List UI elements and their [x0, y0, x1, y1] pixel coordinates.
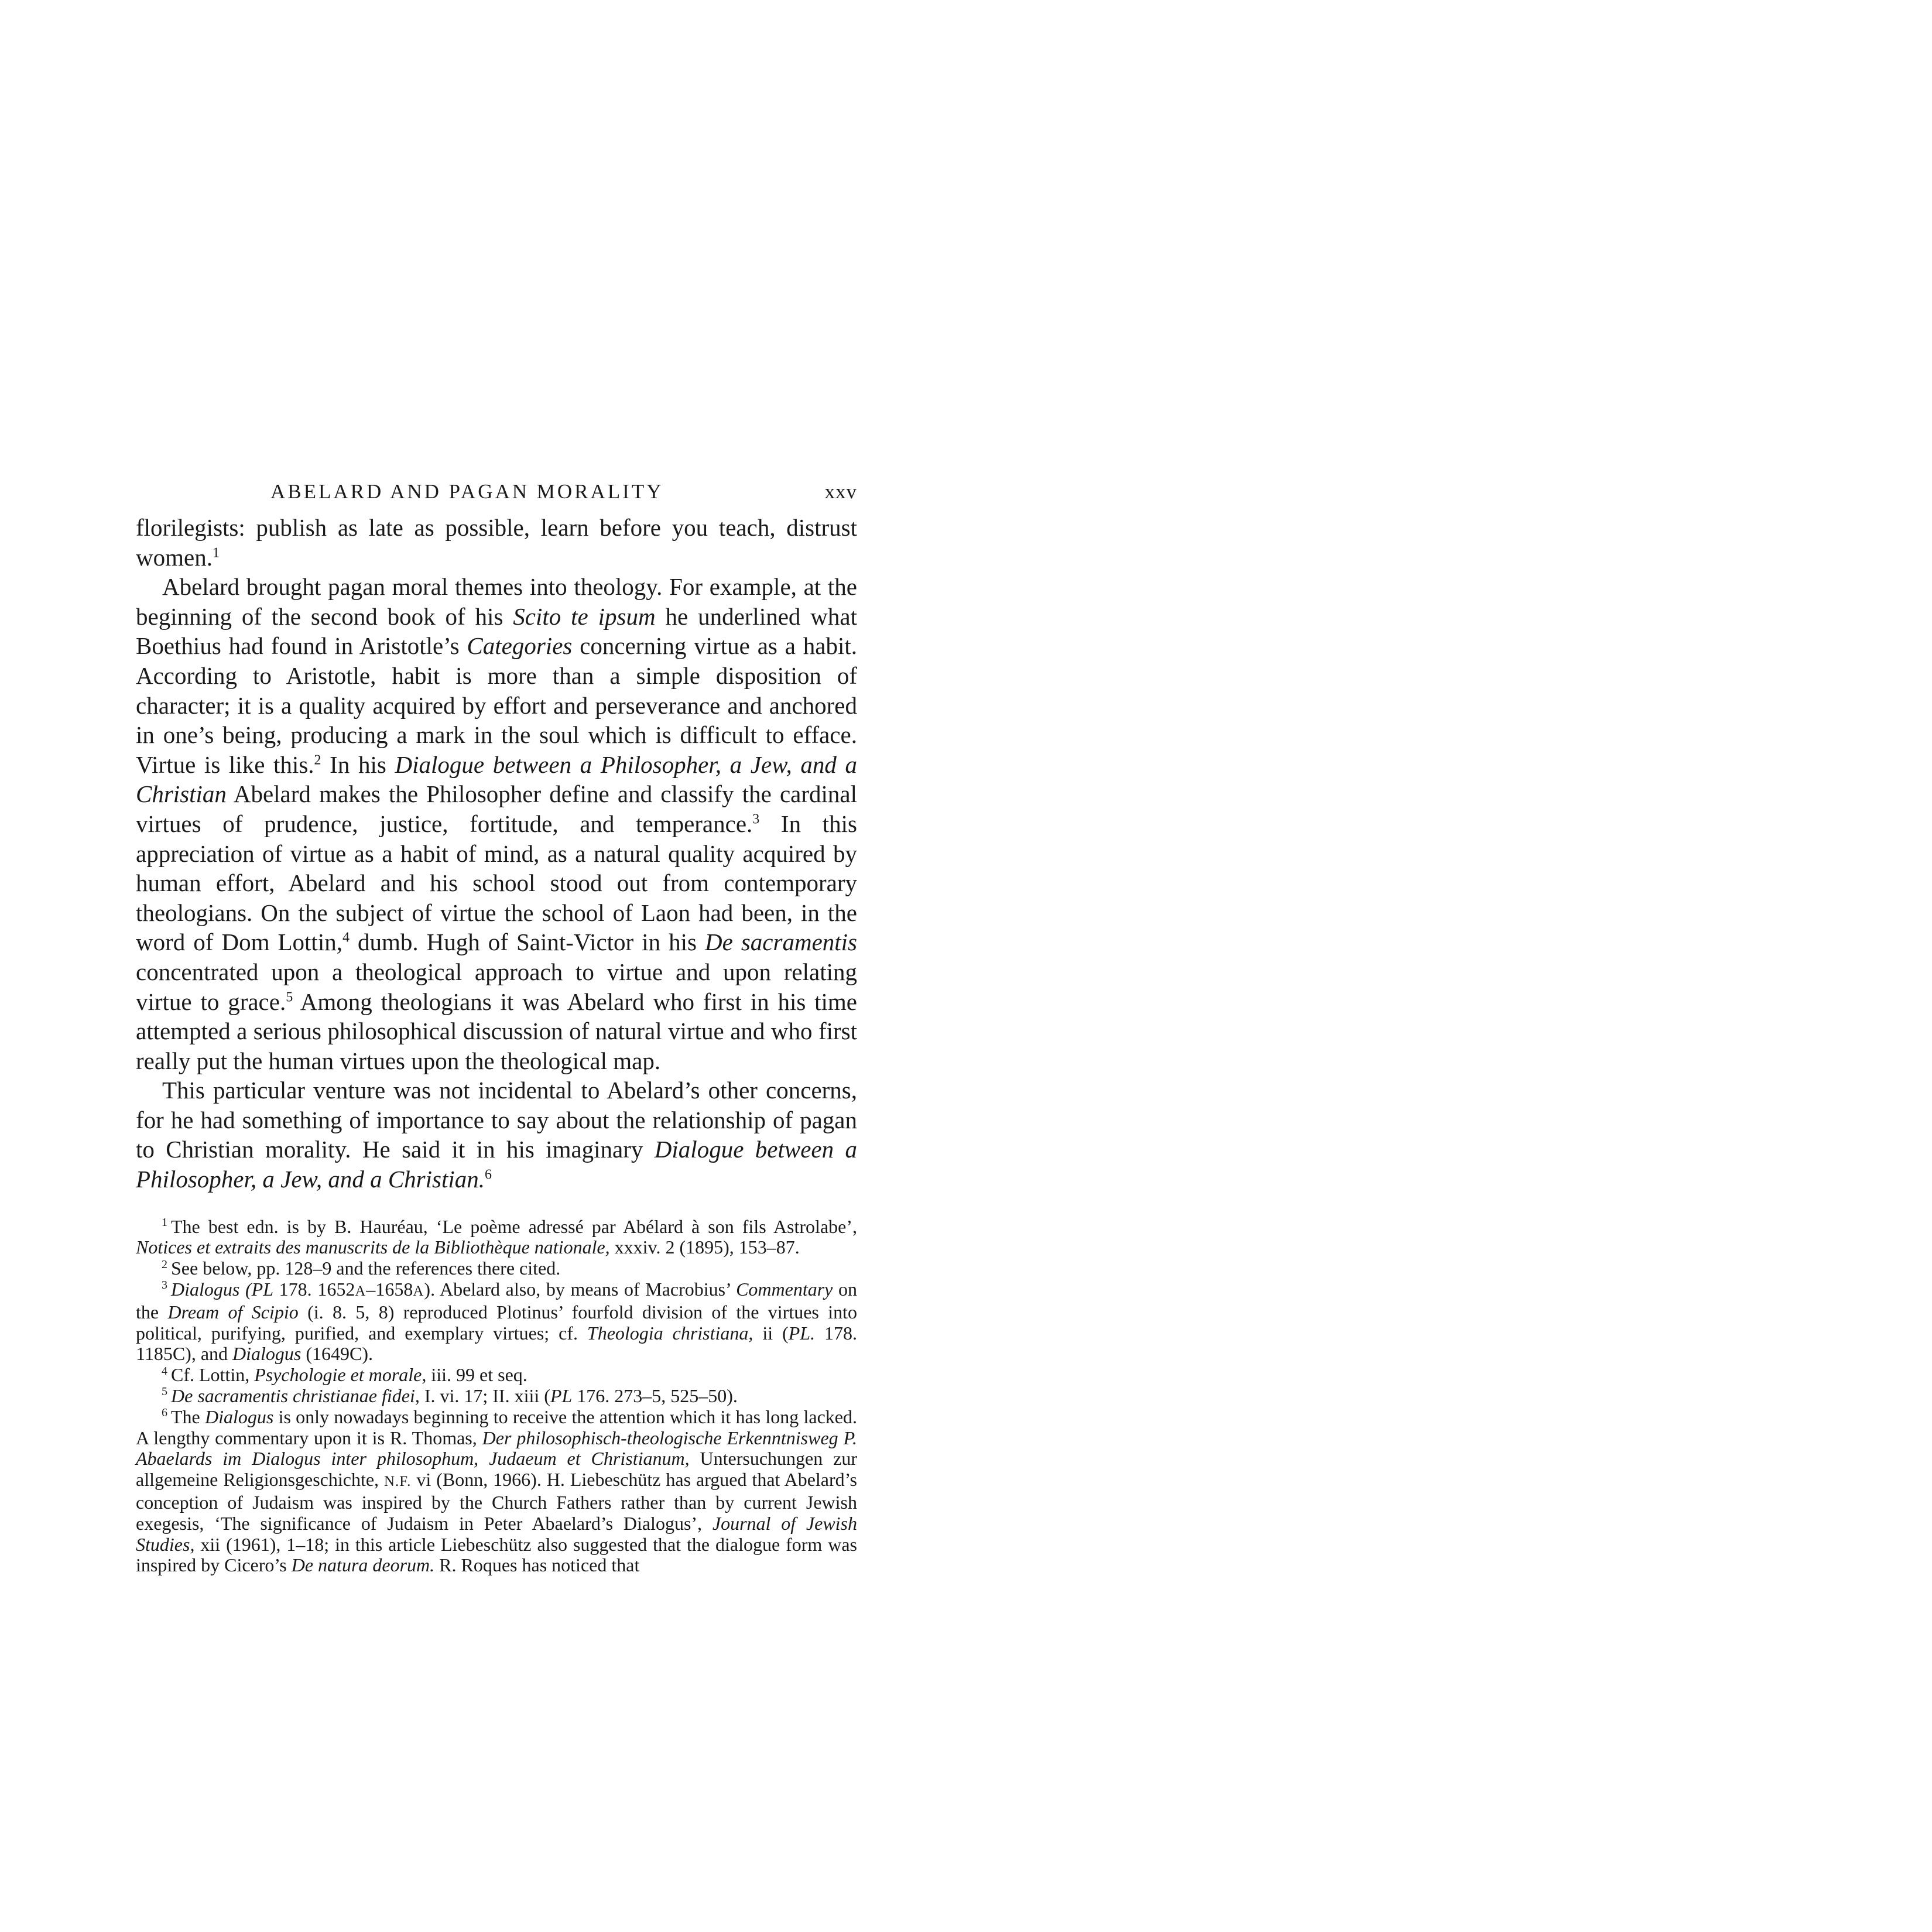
footnote-3 — [136, 1279, 857, 1365]
footnote-ref-4: 4 — [342, 930, 350, 946]
book-page — [136, 480, 857, 1576]
text-run: The — [171, 1406, 205, 1427]
paragraph-2 — [136, 572, 857, 1075]
text-run: xxxiv. 2 (1895), 153–87. — [609, 1236, 800, 1258]
text-run: –1658 — [366, 1279, 413, 1300]
text-run: (1649C). — [301, 1343, 374, 1365]
text-run: Among theologians it was Abelard who first in his time attempted a serious philosophical discussion of natural virtue and who first really put the human virtues upon the theological map. — [136, 988, 857, 1074]
small-caps: A — [413, 1283, 424, 1300]
text-run: I. vi. 17; II. xiii ( — [419, 1385, 550, 1407]
text-run: concentrated upon a theological approach to virtue and upon relating virtue to grace. — [136, 958, 857, 1015]
footnote-ref-3: 3 — [752, 811, 760, 827]
page-number: xxv — [824, 480, 857, 503]
footnote-ref-1: 1 — [212, 544, 220, 560]
work-title: De sacramentis — [705, 929, 858, 956]
text-run: Abelard makes the Philosopher define and classify the cardinal virtues of prudence, justice, fortitude, and temperance. — [136, 780, 857, 837]
text-run: R. Roques has noticed that — [434, 1554, 640, 1576]
paragraph-1 — [136, 513, 857, 572]
text-run: dumb. Hugh of Saint-Victor in his — [349, 929, 705, 956]
work-title: Dialogus (PL — [171, 1279, 274, 1300]
small-caps: A — [355, 1283, 366, 1300]
footnote-4 — [136, 1365, 857, 1386]
text-run: Cf. Lottin, — [171, 1364, 255, 1386]
text-run: ). Abelard also, by means of Macrobius’ — [424, 1279, 737, 1300]
work-title: Der philosophisch-theologische Erkenntnisweg P. Abaelards im Dialogus inter philosophum, Judaeum et Christianum, — [136, 1427, 858, 1469]
footnotes — [136, 1217, 857, 1577]
footnote-ref-2: 2 — [314, 752, 321, 768]
footnote-number: 3 — [162, 1279, 167, 1292]
text-run: (i. 8. 5, 8) reproduced Plotinus’ fourfold division of the virtues into political, purifying, purified, and exemplary virtues; cf. — [136, 1301, 858, 1344]
text-run: The best edn. is by B. Hauréau, ‘Le poème adressé par Abélard à son fils Astrolabe’, — [171, 1215, 857, 1237]
footnote-number: 2 — [162, 1258, 167, 1271]
footnote-6 — [136, 1407, 857, 1576]
text-run: xii (1961), 1–18; in this article Liebeschütz also suggested that the dialogue form was inspired by Cicero’s — [136, 1533, 857, 1576]
footnote-number: 5 — [162, 1385, 167, 1399]
running-head — [136, 480, 857, 513]
small-caps: N.F. — [384, 1474, 412, 1490]
work-title: PL. — [788, 1322, 816, 1344]
running-title: ABELARD AND PAGAN MORALITY — [270, 480, 664, 503]
work-title: Dialogue between a Philosopher, a Jew, and a Christian. — [136, 1136, 857, 1193]
work-title: Categories — [467, 632, 573, 660]
text-run: Untersuchungen zur allgemeine Religionsgeschichte, — [136, 1448, 857, 1491]
text-run: is only nowadays beginning to receive the attention which it has long lacked. A lengthy commentary upon it is R. Thomas, — [136, 1406, 858, 1448]
text-run: concerning virtue as a habit. According to Aristotle, habit is more than a simple disposition of character; it is a quality acquired by effort and perseverance and anchored in one’s being, producing a mark in the soul which is difficult to efface. Virtue is like this. — [136, 632, 858, 778]
work-title: PL — [550, 1385, 573, 1407]
text-run: 178. 1652 — [273, 1279, 355, 1300]
footnote-5 — [136, 1386, 857, 1407]
text-run: on the — [136, 1279, 858, 1323]
work-title: De natura deorum. — [291, 1554, 435, 1576]
work-title: Psychologie et morale, — [254, 1364, 427, 1386]
text-run: ii ( — [753, 1322, 789, 1344]
body-text — [136, 513, 857, 1194]
work-title: De sacramentis christianae fidei, — [171, 1385, 420, 1407]
work-title: Dialogus — [205, 1406, 274, 1427]
work-title: Commentary — [736, 1279, 833, 1300]
text-run: In this appreciation of virtue as a habit of mind, as a natural quality acquired by human effort, Abelard and his school stood out from contemporary theologians. On the subject of virtue the school of Laon had been, in the word of Dom Lottin, — [136, 810, 857, 956]
text-run: See below, pp. 128–9 and the references there cited. — [171, 1258, 561, 1279]
footnote-1 — [136, 1217, 857, 1259]
text-run: This particular venture was not incidental to Abelard’s other concerns, for he had something of importance to say about the relationship of pagan to Christian morality. He said it in his imaginary — [136, 1077, 857, 1163]
text-run: 178. 1185C), and — [136, 1322, 857, 1365]
text-run: 176. 273–5, 525–50). — [572, 1385, 738, 1407]
work-title: Notices et extraits des manuscrits de la Bibliothèque nationale, — [136, 1236, 610, 1258]
text-run: iii. 99 et seq. — [426, 1364, 527, 1386]
work-title: Dialogue between a Philosopher, a Jew, and a Christian — [136, 751, 857, 808]
text-run: florilegists: publish as late as possible, learn before you teach, distrust women. — [136, 514, 857, 571]
work-title: Dialogus — [232, 1343, 302, 1365]
footnote-ref-6: 6 — [485, 1167, 492, 1183]
footnote-number: 6 — [162, 1406, 167, 1420]
footnote-number: 4 — [162, 1364, 167, 1378]
text-run: he underlined what Boethius had found in Aristotle’s — [136, 602, 858, 660]
text-run: vi (Bonn, 1966). H. Liebeschütz has argued that Abelard’s conception of Judaism was inspired by the Church Fathers rather than by current Jewish exegesis, ‘The significance of Judaism in Peter Abaelard’s Dialogus’, — [136, 1469, 858, 1534]
footnote-ref-5: 5 — [286, 989, 293, 1005]
footnote-number: 1 — [162, 1216, 167, 1229]
work-title: Dream of Scipio — [167, 1301, 299, 1323]
text-run: In his — [321, 751, 395, 778]
footnote-2 — [136, 1258, 857, 1279]
work-title: Journal of Jewish Studies, — [136, 1512, 858, 1555]
work-title: Scito te ipsum — [513, 602, 656, 630]
work-title: Theologia christiana, — [587, 1322, 753, 1344]
paragraph-3 — [136, 1075, 857, 1194]
text-run: Abelard brought pagan moral themes into theology. For example, at the beginning of the second book of his — [136, 573, 857, 630]
